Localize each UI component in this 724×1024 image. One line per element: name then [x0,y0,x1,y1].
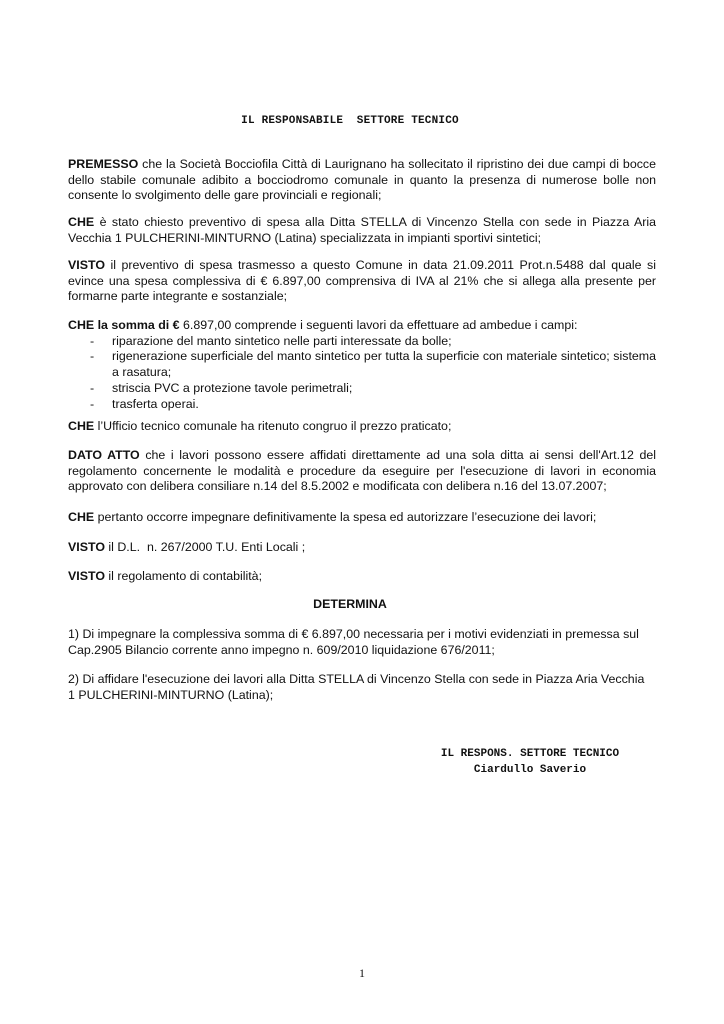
list-item [68,397,656,413]
premesso-lead: PREMESSO [68,157,139,171]
visto-regolamento-lead: VISTO [68,569,105,583]
che-pertanto-lead: CHE [68,510,95,524]
point-two-paragraph: 2) Di affidare l'esecuzione dei lavori alla Ditta STELLA di Vincenzo Stella con sede in Piazza Aria Vecchia 1 PULCHERINI-MINTURNO (Latina); [68,672,645,702]
dato-atto-text: che i lavori possono essere affidati direttamente ad una sola ditta ai sensi dell'Art.12 del regolamento concernente le modalità e procedure da eseguire per l'esecuzione di lavori in economia approvato con delibera consiliare n.14 del 8.5.2002 e modificata con delibera n.16 del 13.07.2007; [68,448,656,494]
list-item [68,334,656,350]
list-dash: - [90,333,95,348]
visto-dl-lead: VISTO [68,540,105,554]
page-number: 1 [359,966,365,980]
list-item-text: trasferta operai. [112,396,199,411]
che-ufficio-text: l’Ufficio tecnico comunale ha ritenuto congruo il prezzo praticato; [94,419,452,433]
list-dash: - [90,380,95,395]
che-somma-lead: CHE la somma di € [68,318,180,332]
list-item [68,349,656,380]
dato-atto-lead: DATO ATTO [68,448,140,462]
che-ufficio-paragraph [68,419,656,435]
visto-dl-paragraph [68,540,656,556]
che-preventivo-lead: CHE [68,215,95,229]
che-somma-text: 6.897,00 comprende i seguenti lavori da effettuare ad ambedue i campi: [179,318,578,332]
che-ufficio-lead: CHE [68,419,95,433]
list-dash: - [90,349,95,364]
determina-heading: DETERMINA [313,597,387,611]
visto-regolamento-paragraph [68,569,656,585]
che-pertanto-paragraph [68,510,656,526]
che-preventivo-paragraph [68,215,656,246]
list-item-text: rigenerazione superficiale del manto sintetico per tutta la superficie con materiale sintetico; sistema a rasatura; [112,349,656,380]
premesso-text: che la Società Bocciofila Città di Laurignano ha sollecitato il ripristino dei due campi di bocce dello stabile comunale adibito a bocciodromo comunale in quanto la presenza di numerose bolle non consente lo svolgimento delle gare provinciali e regionali; [68,157,656,203]
page-heading: IL RESPONSABILE SETTORE TECNICO [241,115,459,127]
signature-block [420,746,640,778]
signature-title: IL RESPONS. SETTORE TECNICO [440,748,620,760]
premesso-paragraph [68,157,656,204]
visto-dl-text: il D.L. n. 267/2000 T.U. Enti Locali ; [104,540,306,554]
list-item [68,381,656,397]
list-item-text: riparazione del manto sintetico nelle parti interessate da bolle; [112,333,452,348]
visto-preventivo-paragraph [68,258,656,305]
list-item-text: striscia PVC a protezione tavole perimetrali; [112,380,353,395]
signature-name: Ciardullo Saverio [473,764,587,776]
visto-preventivo-lead: VISTO [68,258,105,272]
visto-regolamento-text: il regolamento di contabilità; [104,569,263,583]
che-somma-paragraph [68,318,656,412]
point-one-paragraph: 1) Di impegnare la complessiva somma di € 6.897,00 necessaria per i motivi evidenziati in premessa sul Cap.2905 Bilancio corrente anno impegno n. 609/2010 liquidazione 676/2011; [68,627,639,657]
che-preventivo-text: è stato chiesto preventivo di spesa alla Ditta STELLA di Vincenzo Stella con sede in Piazza Aria Vecchia 1 PULCHERINI-MINTURNO (Latina) specializzata in impianti sportivi sintetici; [68,215,656,245]
list-dash: - [90,396,95,411]
visto-preventivo-text: il preventivo di spesa trasmesso a questo Comune in data 21.09.2011 Prot.n.5488 dal quale si evince una spesa complessiva di € 6.897,00 comprensiva di IVA al 21% che si allega alla presente per formarne parte integrante e sostanziale; [68,258,656,304]
che-pertanto-text: pertanto occorre impegnare definitivamente la spesa ed autorizzare l’esecuzione dei lavori; [94,510,597,524]
dato-atto-paragraph [68,448,656,495]
lavori-list [68,334,656,413]
